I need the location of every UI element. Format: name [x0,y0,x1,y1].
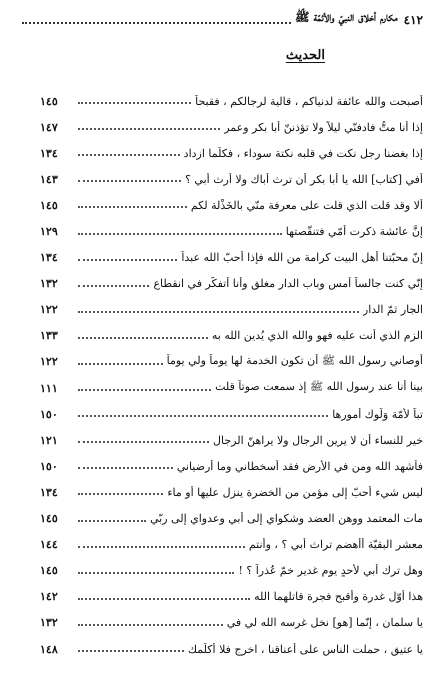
page-reference: ١٤٥ [40,198,58,212]
dot-leader [78,650,184,652]
page-number: ٤١٢ [403,13,423,27]
dot-leader [78,389,211,391]
hadith-text: الزم الذي أنت عليه فهو والله الذي يُدين الله به [211,329,423,343]
index-entry [40,114,423,140]
dot-leader [78,598,250,600]
hadith-text: أصبحت والله عائفة لدنياكم ، قالية لرجالكم ، فقبحاً [195,94,423,108]
dot-leader [78,624,223,626]
dot-leader [78,493,163,495]
index-entry [40,610,423,636]
page-reference: ١٥٠ [40,459,58,473]
page-reference: ١٤٨ [40,642,58,656]
page-reference: ١٢٩ [40,225,58,239]
column-header-hadith: الحديث [285,48,325,63]
index-entry [40,636,423,662]
page-reference: ١٤٥ [40,564,58,578]
page-reference: ١٤٥ [40,94,58,108]
hadith-text: إنّ محبّتنا أهل البيت كرامة من الله فإذا أحبّ الله عبداً [181,251,423,265]
hadith-text: ألا وقد قلت الذي قلت على معرفة منّي بالخَذْلة لكم [190,198,423,212]
index-entry [40,506,423,532]
page-reference: ١٣٣ [40,329,58,343]
hadith-text: معشر البقيّة أأهضم تراث أبي ؟ ، وأنتم [248,538,423,552]
hadith-text: وهل ترك أبي لأحدٍ يوم غدير خمّ عُذراً ؟ ! [238,564,423,578]
dot-leader [78,154,180,156]
page-reference: ١٢٢ [40,355,58,369]
hadith-text: يا عتيق ، حملت الناس على أعناقنا ، اخرج فلا أكلّمك [188,642,423,656]
hadith-text: مات المعتمد ووهن العضد وشكواي إلى أبي وعدواي إلى ربّي [150,512,423,526]
dot-leader [78,233,282,235]
index-entry [40,192,423,218]
dot-leader [78,180,181,182]
hadith-text: فأشهد الله ومن في الأرض فقد أسخطاني وما أرضياني [176,459,423,473]
index-entry [40,558,423,584]
dot-leader [78,311,359,313]
hadith-text: أفي [كتاب] الله يا أبا بكر أن ترث أباك ولا أرث أبي ؟ [185,172,423,186]
page-reference: ١٤٤ [40,538,58,552]
hadith-text: إذا أنا متُّ فادفنّي ليلاً ولا تؤذننّ أبا بكر وعمر [224,120,423,134]
hadith-text: بينا أنا عند رسول الله ﷺ إذ سمعت صوتاً قلت [215,380,423,394]
index-entry [40,479,423,505]
running-title: مكارم أخلاق النبيّ والأئمّة ﷺ [294,10,398,24]
dot-leader [78,520,146,522]
page-reference: ١٤٥ [40,512,58,526]
hadith-text: الجار ثمّ الدار [362,303,423,317]
dot-leader [78,467,173,469]
page-reference: ١٤٧ [40,120,58,134]
index-entry [40,584,423,610]
page-reference: ١٣٢ [40,277,58,291]
page-reference: ١٣٤ [40,251,58,265]
index-entry [40,297,423,323]
dot-leader [78,206,187,208]
hadith-text: ليس شيء أحبّ إلى مؤمن من الخضرة ينزل عليها أو ماء [167,485,423,499]
page-reference: ١٣٤ [40,146,58,160]
hadith-text: إذا بغضنا رجل نكت في قلبه نكتة سوداء ، فكلّما ازداد [183,146,423,160]
hadith-text: إنَّ عائشة ذكرت أُمّي فتنقّصتها [285,225,423,239]
page-reference: ١٢١ [40,433,58,447]
dot-leader [78,102,191,104]
index-entry [40,427,423,453]
hadith-text: أوصاني رسول الله ﷺ أن تكون الخدمة لها يوماً ولي يوماً [166,353,423,367]
hadith-text: إنّي كنت جالساً أمس وباب الدار مغلق وأنا أتفكّر في انقطاع [153,277,423,291]
hadith-text: خير للنساء أن لا يرين الرجال ولا يراهنّ الرجال [213,433,423,447]
page-reference: ١٣٢ [40,616,58,630]
hadith-text: يا سلمان ، إنّما [هو] نخل غرسه الله لي في [226,616,423,630]
page-reference: ١٣٤ [40,485,58,499]
hadith-text: تباً لأمّة وَلَّوك أمورها [332,407,423,421]
index-entry [40,245,423,271]
index-entry [40,349,423,375]
dot-leader [78,259,177,261]
index-entry [40,218,423,244]
index-entry [40,88,423,114]
dot-leader [78,337,208,339]
index-entry [40,323,423,349]
dot-leader [78,546,245,548]
index-entry [40,375,423,401]
page-reference: ١٤٢ [40,590,58,604]
index-entry [40,271,423,297]
header-dot-leader [22,22,291,24]
page-reference: ١١١ [40,381,58,395]
running-header [18,11,423,27]
index-entry [40,532,423,558]
index-entry [40,453,423,479]
dot-leader [78,441,209,443]
dot-leader [78,128,220,130]
dot-leader [78,363,163,365]
hadith-text: هذا أوّل غدرة وأقبح فجرة قاتلهما الله [254,590,423,604]
dot-leader [78,572,234,574]
index-entry [40,166,423,192]
dot-leader [78,415,328,417]
index-entry [40,140,423,166]
page-reference: ١٤٣ [40,172,58,186]
page-reference: ١٥٠ [40,407,58,421]
page-reference: ١٢٢ [40,303,58,317]
index-entry [40,401,423,427]
hadith-index-list [40,88,423,662]
dot-leader [78,285,149,287]
